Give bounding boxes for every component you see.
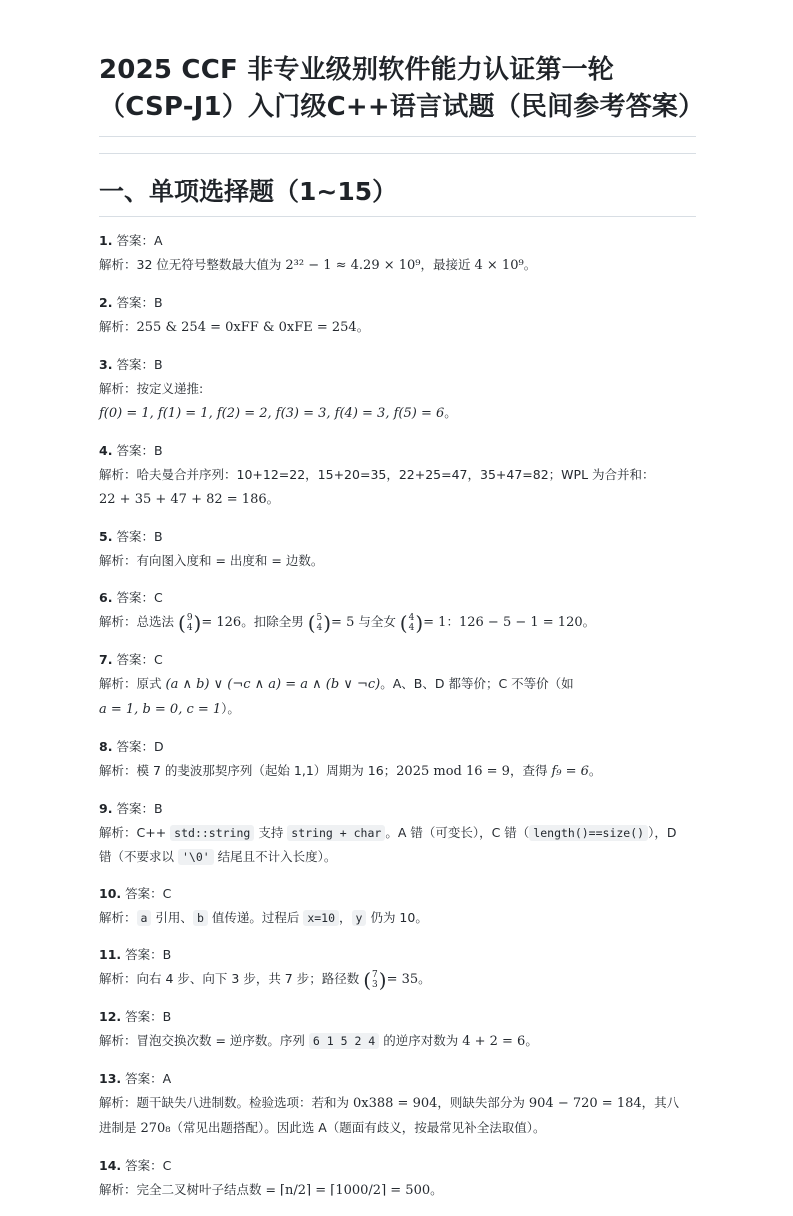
question-number: 4. <box>99 443 113 458</box>
math-expression: 4 + 2 = 6 <box>462 1034 526 1049</box>
analysis-label: 解析： <box>99 553 137 568</box>
inline-code: b <box>193 910 208 926</box>
analysis-text: ）。 <box>221 701 240 716</box>
analysis-text: 原式 <box>136 676 166 691</box>
answer-value: B <box>162 947 172 962</box>
analysis-text: 错（不要求以 <box>99 849 178 864</box>
analysis-text: 。A、B、D 都等价；C 不等价（如 <box>380 676 574 691</box>
binomial: ( 9 4 ) <box>178 610 202 635</box>
question-number: 7. <box>99 652 113 667</box>
analysis-label: 解析： <box>99 763 137 778</box>
question-number: 12. <box>99 1009 122 1024</box>
answer-value: B <box>153 443 163 458</box>
answer-value: B <box>153 529 163 544</box>
question-number: 13. <box>99 1071 122 1086</box>
analysis-text: （常见出题搭配）。因此选 A（题面有歧义，按最常见补全法取值）。 <box>170 1120 546 1135</box>
question-item-7 <box>99 648 696 722</box>
document-page <box>99 52 705 1216</box>
analysis-text: 。 <box>523 257 537 272</box>
question-list <box>99 229 696 1203</box>
answer-label: 答案： <box>125 1009 163 1024</box>
answer-label: 答案： <box>116 295 154 310</box>
inline-code: y <box>352 910 367 926</box>
analysis-text: 。 <box>356 319 370 334</box>
question-item-13 <box>99 1067 696 1141</box>
analysis-text: 。A 错（可变长），C 错（ <box>385 825 530 840</box>
question-number: 3. <box>99 357 113 372</box>
analysis-text: 模 7 的斐波那契序列（起始 1,1）周期为 16； <box>136 763 397 778</box>
analysis-label: 解析： <box>99 1095 137 1110</box>
analysis-text: 按定义递推: <box>136 381 204 396</box>
analysis-text: 的逆序对数为 <box>379 1033 463 1048</box>
analysis-text: ，最接近 <box>420 257 475 272</box>
question-item-11 <box>99 943 696 992</box>
answer-label: 答案： <box>116 652 154 667</box>
answer-label: 答案： <box>116 590 154 605</box>
answer-label: 答案： <box>125 1158 163 1173</box>
analysis-text: ，查得 <box>509 763 552 778</box>
analysis-text: ： <box>446 614 459 629</box>
answer-value: C <box>162 1158 172 1173</box>
analysis-text: 。 <box>582 614 596 629</box>
question-number: 1. <box>99 233 113 248</box>
analysis-label: 解析： <box>99 825 137 840</box>
analysis-text: ），D <box>648 825 677 840</box>
question-number: 8. <box>99 739 113 754</box>
binomial: ( 5 4 ) <box>307 610 332 635</box>
binomial: ( 4 4 ) <box>399 610 424 635</box>
analysis-label: 解析： <box>99 614 137 629</box>
answer-label: 答案： <box>116 357 154 372</box>
analysis-text: 。扣除全男 <box>241 614 308 629</box>
analysis-text: 32 位无符号整数最大值为 <box>136 257 286 272</box>
question-number: 14. <box>99 1158 122 1173</box>
answer-value: B <box>153 295 163 310</box>
divider <box>99 136 696 137</box>
answer-label: 答案： <box>116 443 154 458</box>
math-expression: = 126 <box>201 615 242 630</box>
answer-label: 答案： <box>125 1071 163 1086</box>
question-item-10 <box>99 882 696 930</box>
divider <box>99 153 696 154</box>
analysis-label: 解析： <box>99 971 137 986</box>
question-item-1 <box>99 229 696 278</box>
math-expression: 4 × 10⁹ <box>474 258 524 273</box>
question-number: 10. <box>99 886 122 901</box>
analysis-text: 总选法 <box>136 614 178 629</box>
divider <box>99 216 696 217</box>
answer-value: A <box>162 1071 172 1086</box>
binomial: ( 7 3 ) <box>363 967 387 992</box>
math-expression: 2025 mod 16 = 9 <box>396 764 510 779</box>
question-number: 11. <box>99 947 122 962</box>
answer-value: C <box>153 652 163 667</box>
analysis-label: 解析： <box>99 676 137 691</box>
question-number: 9. <box>99 801 113 816</box>
analysis-text: ，则缺失部分为 <box>437 1095 529 1110</box>
inline-code: length()==size() <box>529 825 648 841</box>
analysis-text: 。 <box>525 1033 538 1048</box>
question-item-2 <box>99 291 696 340</box>
analysis-text: 引用、 <box>151 910 193 925</box>
analysis-text: 有向图入度和 = 出度和 = 边数。 <box>136 553 324 568</box>
question-item-3 <box>99 353 696 426</box>
math-expression: (a ∧ b) ∨ (¬c ∧ a) = a ∧ (b ∨ ¬c) <box>165 677 381 692</box>
question-item-5 <box>99 525 696 573</box>
analysis-text: 。 <box>418 971 431 986</box>
question-number: 2. <box>99 295 113 310</box>
answer-value: B <box>153 801 163 816</box>
analysis-text: ，其八 <box>641 1095 680 1110</box>
analysis-text: 支持 <box>254 825 288 840</box>
question-item-12 <box>99 1005 696 1054</box>
inline-code: a <box>137 910 152 926</box>
answer-label: 答案： <box>125 947 163 962</box>
math-expression: = 35 <box>386 972 419 987</box>
analysis-label: 解析： <box>99 1033 137 1048</box>
question-number: 5. <box>99 529 113 544</box>
math-expression: f(0) = 1, f(1) = 1, f(2) = 2, f(3) = 3, f(4) = 3, f(5) = 6 <box>99 406 445 421</box>
analysis-label: 解析： <box>99 1182 137 1197</box>
question-item-4 <box>99 439 696 512</box>
answer-label: 答案： <box>125 886 163 901</box>
answer-value: C <box>162 886 172 901</box>
math-expression: f₉ = 6 <box>551 764 589 779</box>
math-expression: ⌈n/2⌉ = ⌈1000/2⌉ = 500 <box>279 1183 431 1198</box>
answer-label: 答案： <box>116 739 154 754</box>
analysis-label: 解析： <box>99 467 137 482</box>
analysis-label: 解析： <box>99 381 137 396</box>
answer-label: 答案： <box>116 529 154 544</box>
analysis-text: C++ <box>136 825 171 840</box>
math-expression: 904 − 720 = 184 <box>528 1096 642 1111</box>
answer-value: B <box>153 357 163 372</box>
analysis-text: 题干缺失八进制数。检验选项：若和为 <box>136 1095 353 1110</box>
inline-code: 6 1 5 2 4 <box>309 1033 379 1049</box>
analysis-text: 。 <box>588 763 602 778</box>
analysis-text: 完全二叉树叶子结点数 = <box>136 1182 280 1197</box>
question-item-9 <box>99 797 696 869</box>
analysis-text: 值传递。过程后 <box>207 910 304 925</box>
math-expression: = 5 <box>331 615 355 630</box>
analysis-text: ， <box>339 910 352 925</box>
analysis-text: 。 <box>430 1182 443 1197</box>
answer-label: 答案： <box>116 801 154 816</box>
question-item-8 <box>99 735 696 784</box>
analysis-label: 解析： <box>99 910 137 925</box>
inline-code: string + char <box>287 825 385 841</box>
math-expression: 126 − 5 − 1 = 120 <box>458 615 583 630</box>
answer-value: C <box>153 590 163 605</box>
analysis-text: 。 <box>444 405 457 420</box>
math-expression: 255 & 254 = 0xFF & 0xFE = 254 <box>136 320 357 335</box>
analysis-label: 解析： <box>99 319 137 334</box>
analysis-label: 解析： <box>99 257 137 272</box>
question-item-14 <box>99 1154 696 1203</box>
analysis-text: 。 <box>266 491 280 506</box>
answer-value: A <box>153 233 163 248</box>
analysis-text: 冒泡交换次数 = 逆序数。序列 <box>136 1033 309 1048</box>
analysis-text: 哈夫曼合并序列：10+12=22，15+20=35，22+25=47，35+47=82；WPL 为合并和： <box>136 467 655 482</box>
section-heading: 一、单项选择题（1~15） <box>99 177 398 206</box>
math-expression: = 1 <box>423 615 447 630</box>
inline-code: std::string <box>170 825 254 841</box>
analysis-text: 结尾且不计入长度）。 <box>213 849 337 864</box>
answer-label: 答案： <box>116 233 154 248</box>
answer-value: B <box>162 1009 172 1024</box>
inline-code: '\0' <box>178 849 214 865</box>
math-expression: a = 1, b = 0, c = 1 <box>99 702 222 717</box>
analysis-text: 进制是 <box>99 1120 141 1135</box>
math-expression: 0x388 = 904 <box>353 1096 438 1111</box>
math-expression: 22 + 35 + 47 + 82 = 186 <box>99 492 267 507</box>
analysis-text: 与全女 <box>354 614 400 629</box>
math-expression: 270₈ <box>140 1121 171 1136</box>
inline-code: x=10 <box>303 910 339 926</box>
analysis-text: 仍为 10。 <box>366 910 428 925</box>
question-number: 6. <box>99 590 113 605</box>
question-item-6 <box>99 586 696 635</box>
answer-value: D <box>153 739 164 754</box>
analysis-text: 向右 4 步、向下 3 步，共 7 步；路径数 <box>136 971 364 986</box>
math-expression: 2³² − 1 ≈ 4.29 × 10⁹ <box>285 258 421 273</box>
page-title: 2025 CCF 非专业级别软件能力认证第一轮（CSP-J1）入门级C++语言试题（民间参考答案） <box>99 55 705 122</box>
